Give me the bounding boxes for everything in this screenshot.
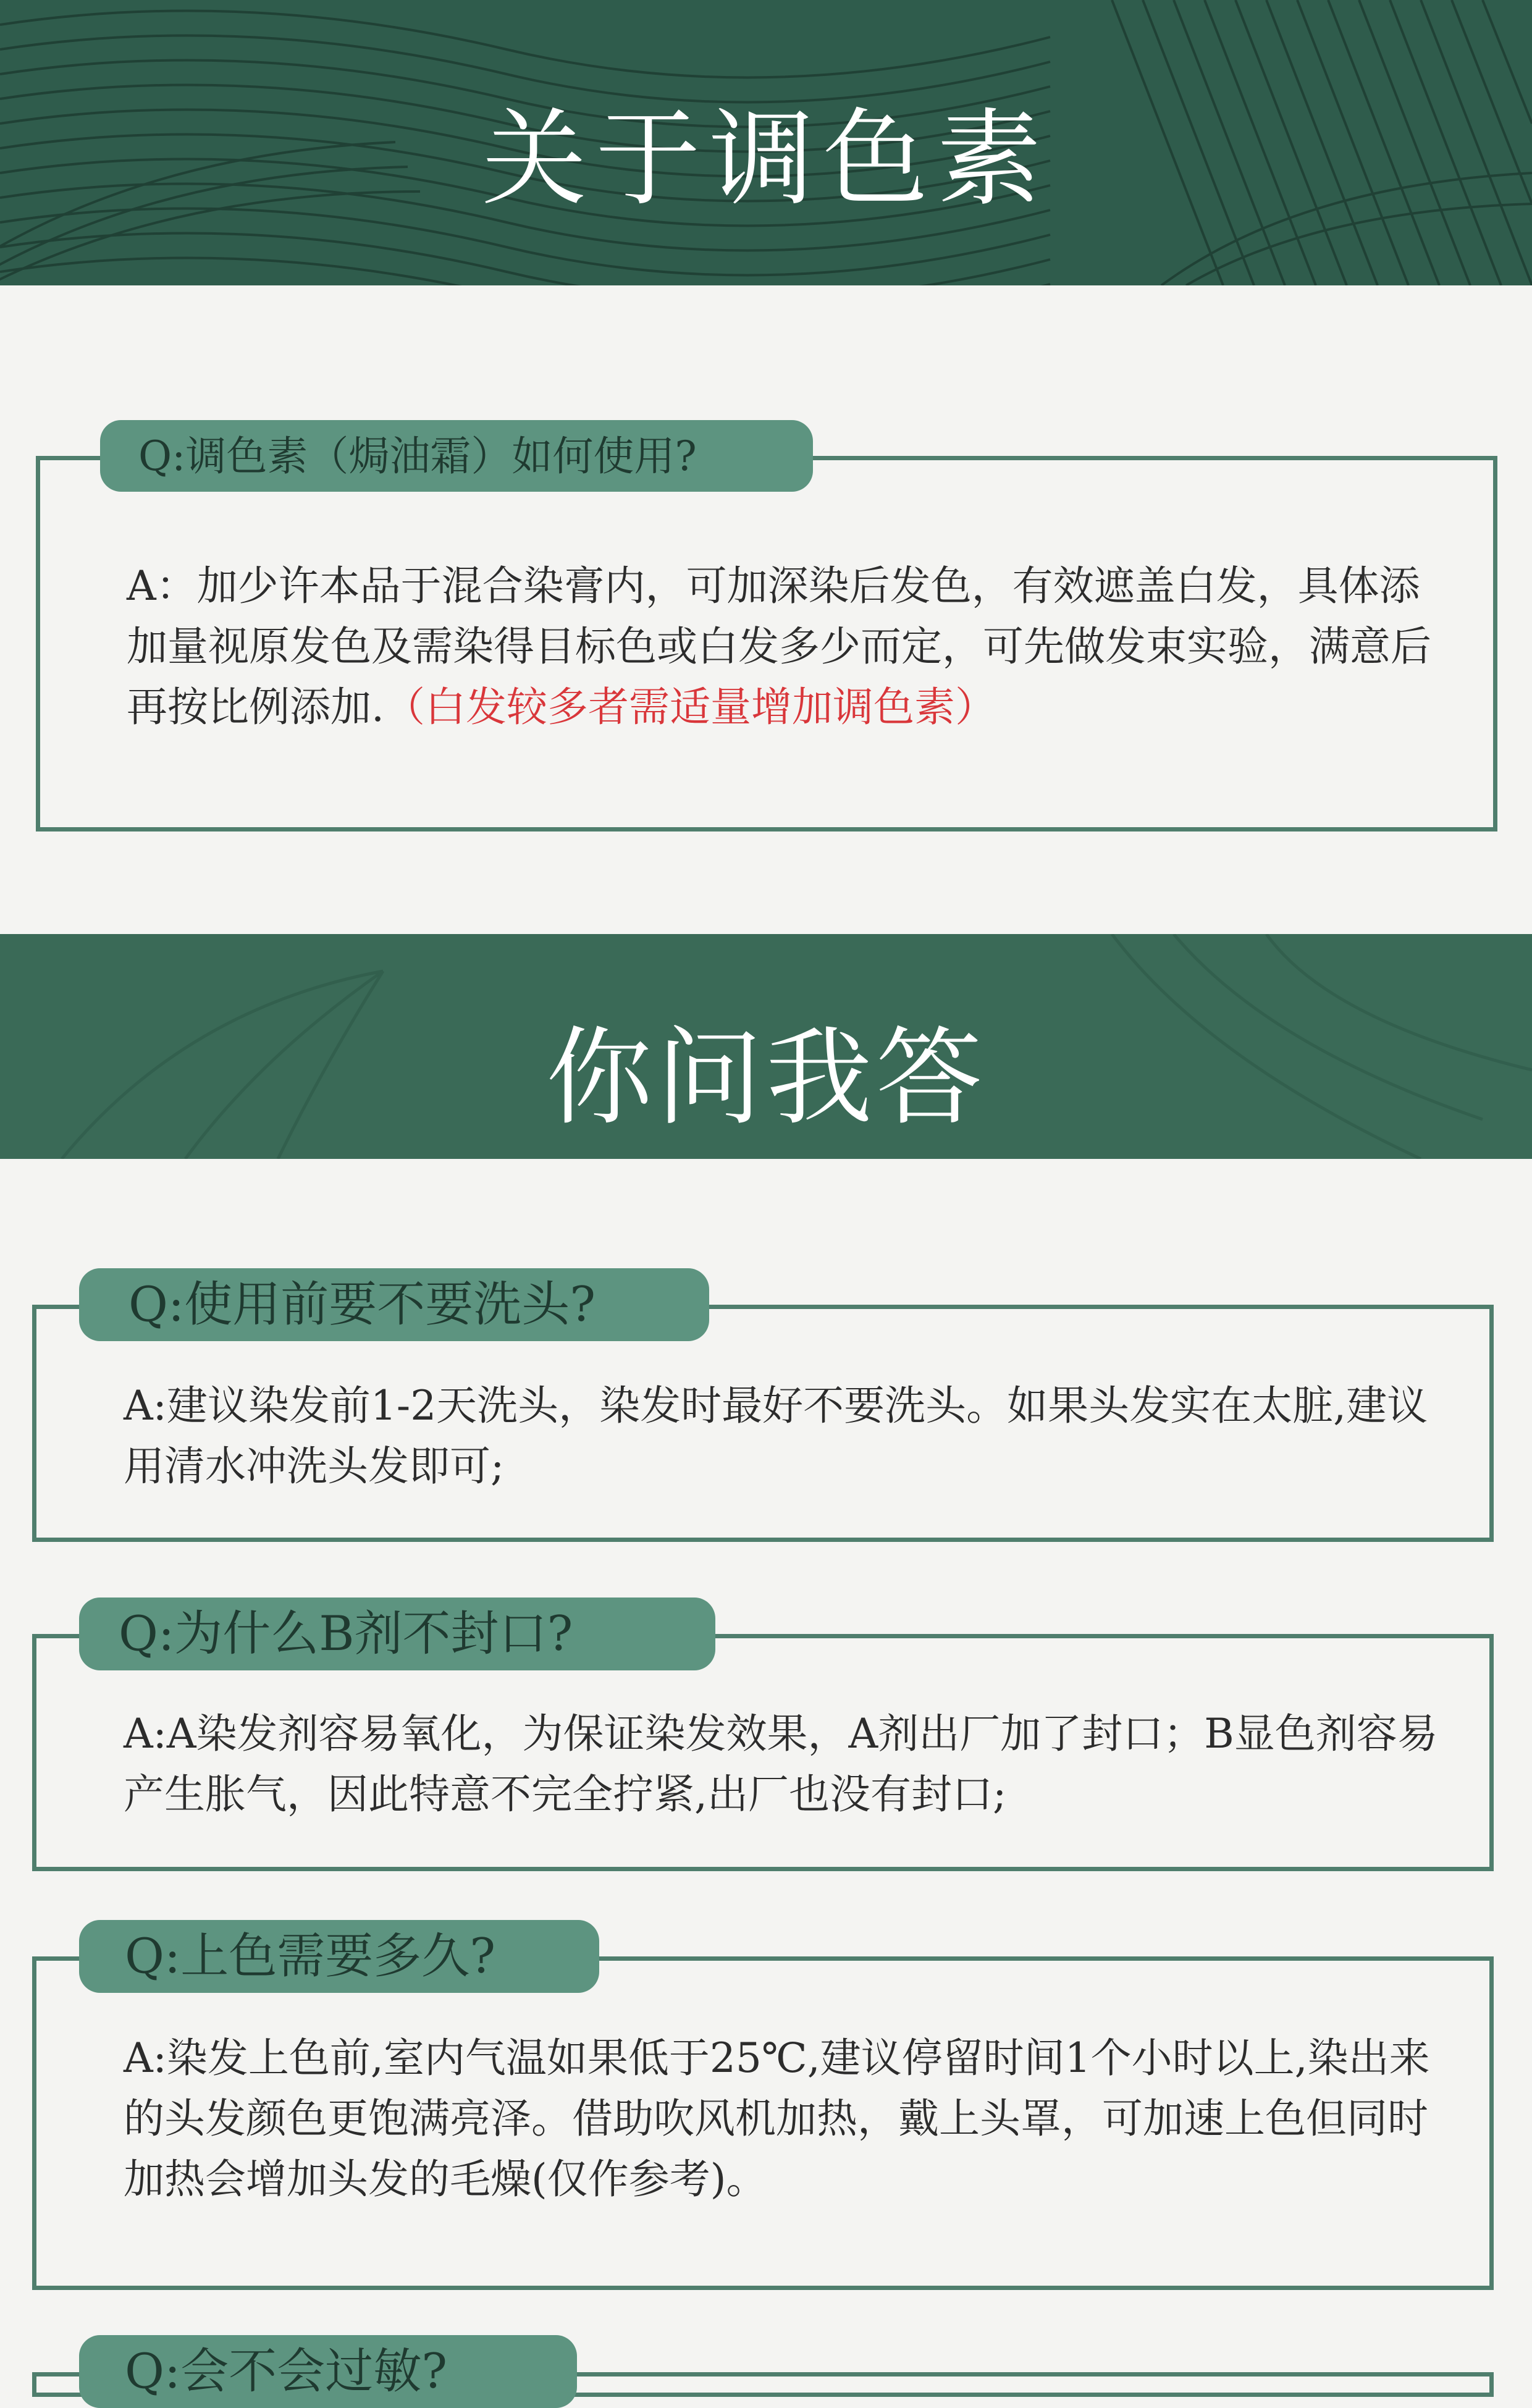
question-tab: Q:上色需要多久?: [79, 1920, 599, 1993]
answer-highlight: （白发较多者需适量增加调色素）: [384, 683, 996, 731]
section-title: 关于调色素: [481, 98, 1050, 221]
question-tab: Q:会不会过敏?: [79, 2335, 577, 2408]
qa-section-banner: [0, 934, 1532, 1159]
question-tab: Q:调色素（焗油霜）如何使用?: [100, 420, 813, 492]
answer-text: A:建议染发前1-2天洗头，染发时最好不要洗头。如果头发实在太脏,建议用清水冲洗头发即可;: [124, 1382, 1428, 1490]
answer-text: [127, 556, 1449, 738]
answer-text: A:A染发剂容易氧化，为保证染发效果，A剂出厂加了封口；B显色剂容易产生胀气，因此特意不完全拧紧,出厂也没有封口;: [124, 1710, 1438, 1818]
answer-body: A：加少许本品于混合染膏内，可加深染后发色，有效遮盖白发，具体添加量视原发色及需染得目标色或白发多少而定，可先做发束实验，满意后再按比例添加.: [127, 562, 1431, 731]
answer-text: A:染发上色前,室内气温如果低于25℃,建议停留时间1个小时以上,染出来的头发颜色更饱满亮泽。借助吹风机加热，戴上头罩，可加速上色但同时加热会增加头发的毛燥(仅作参考)。: [124, 2034, 1430, 2203]
question-tab: Q:使用前要不要洗头?: [79, 1268, 709, 1341]
question-tab: Q:为什么B剂不封口?: [79, 1598, 715, 1670]
section-title: 你问我答: [546, 1016, 986, 1140]
header-banner: [0, 0, 1532, 285]
